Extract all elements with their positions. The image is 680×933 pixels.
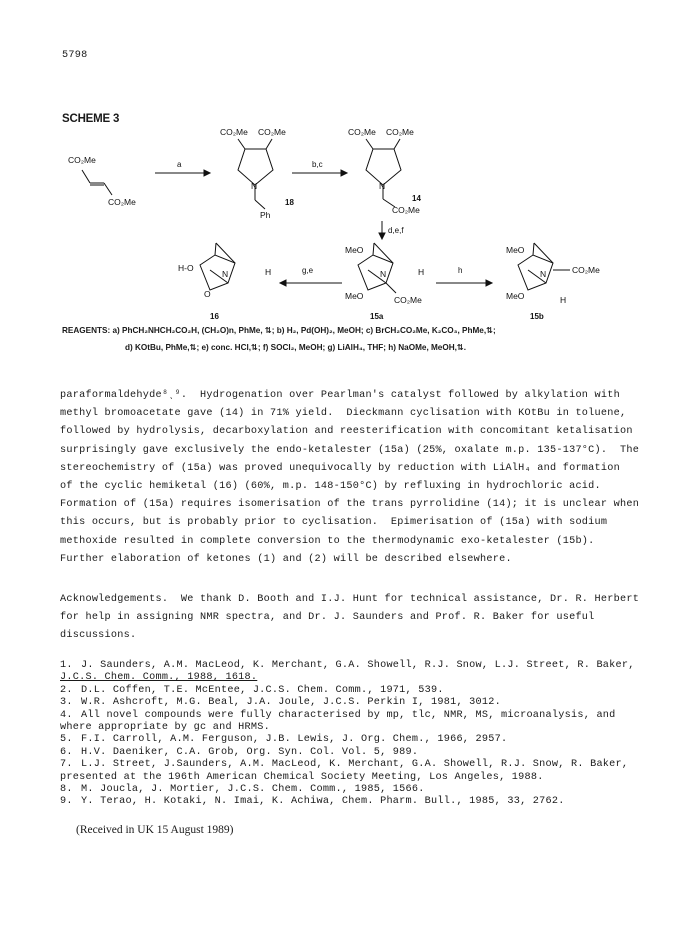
body-line: Formation of (15a) requires isomerisation of the trans pyrrolidine (14); it is unclear when	[60, 499, 640, 511]
reference-number: 1.	[60, 660, 73, 671]
label-h-15b: H	[560, 295, 567, 305]
reference-item	[60, 747, 640, 759]
reference-text: M. Joucla, J. Mortier, J.C.S. Chem. Comm., 1985, 1566.	[81, 784, 425, 796]
reference-text: F.I. Carroll, A.M. Ferguson, J.B. Lewis, J. Org. Chem., 1966, 2957.	[81, 734, 508, 746]
reference-text: Y. Terao, H. Kotaki, N. Imai, K. Achiwa, Chem. Pharm. Bull., 1985, 33, 2762.	[81, 796, 565, 808]
reference-text: H.V. Daeniker, C.A. Grob, Org. Syn. Col. Vol. 5, 989.	[81, 746, 419, 758]
ack-line: for help in assigning NMR spectra, and Dr. J. Saunders and Prof. R. Baker for useful	[60, 612, 595, 624]
label-n-15b: N	[540, 269, 547, 279]
label-n-15a: N	[380, 269, 387, 279]
reference-number: 5.	[60, 734, 73, 746]
compound-15a: 15a	[370, 312, 384, 321]
reference-item	[60, 660, 640, 672]
label-meo-1: MeO	[345, 245, 364, 255]
reference-number: 6.	[60, 746, 73, 758]
reference-continuation: presented at the 196th American Chemical Society Meeting, Los Angeles, 1988.	[60, 771, 544, 783]
reference-item	[60, 685, 640, 697]
label-co2me-8: CO₂Me	[394, 295, 422, 305]
label-co2me-5: CO₂Me	[348, 127, 376, 137]
reference-number: 9.	[60, 796, 73, 808]
reference-continuation: J.C.S. Chem. Comm., 1988, 1618.	[60, 672, 258, 684]
compound-15b: 15b	[530, 312, 544, 321]
reference-number: 7.	[60, 759, 73, 771]
body-paragraph	[60, 387, 640, 569]
body-line: Further elaboration of ketones (1) and (2) will be described elsewhere.	[60, 553, 512, 565]
reference-text: D.L. Coffen, T.E. McEntee, J.C.S. Chem. Comm., 1971, 539.	[81, 684, 444, 696]
body-line: methoxide resulted in complete conversion to the thermodynamic exo-ketalester (15b).	[60, 535, 595, 547]
label-ho: H-O	[178, 263, 194, 273]
label-a: a	[177, 160, 182, 169]
body-line: paraformaldehyde⁸ˎ⁹. Hydrogenation over Pearlman's catalyst followed by alkylation with	[60, 390, 620, 401]
compound-16: 16	[210, 312, 219, 321]
label-n-14: N	[379, 181, 386, 191]
label-ge: g,e	[302, 266, 314, 275]
label-def: d,e,f	[388, 226, 404, 235]
label-o-16: O	[204, 289, 211, 299]
label-co2me-2: CO₂Me	[108, 197, 136, 207]
reagents-caption	[62, 322, 622, 356]
scheme-title: SCHEME 3	[62, 113, 120, 125]
label-ph: Ph	[260, 210, 271, 220]
body-line: surprisingly gave exclusively the endo-ketalester (15a) (25%, oxalate m.p. 135-137°C). The	[60, 444, 640, 456]
reference-item	[60, 697, 640, 709]
body-line: stereochemistry of (15a) was proved unequivocally by reduction with LiAlH₄ and formation	[60, 462, 620, 474]
label-bc: b,c	[312, 160, 323, 169]
label-n-16: N	[222, 269, 229, 279]
label-meo-2: MeO	[345, 291, 364, 301]
reference-text: J. Saunders, A.M. MacLeod, K. Merchant, G.A. Showell, R.J. Snow, L.J. Street, R. Baker,	[81, 660, 635, 671]
reference-item	[60, 710, 640, 722]
reference-item	[60, 784, 640, 796]
reference-item	[60, 796, 640, 808]
reference-continuation: where appropriate by gc and HRMS.	[60, 722, 270, 734]
reference-number: 8.	[60, 784, 73, 796]
label-h-arrow: h	[458, 266, 463, 275]
ack-line: Acknowledgements. We thank D. Booth and I.J. Hunt for technical assistance, Dr. R. Herbert	[60, 594, 640, 605]
reference-number: 3.	[60, 697, 73, 709]
compound-18: 18	[285, 198, 294, 207]
reference-text: All novel compounds were fully characterised by mp, tlc, NMR, MS, microanalysis, and	[81, 709, 616, 721]
label-co2me-7: CO₂Me	[392, 205, 420, 215]
label-h-16: H	[265, 267, 272, 277]
label-meo-4: MeO	[506, 291, 525, 301]
acknowledgements	[60, 591, 640, 646]
body-line: methyl bromoacetate gave (14) in 71% yield. Dieckmann cyclisation with KOtBu in toluene,	[60, 408, 627, 420]
ack-line: discussions.	[60, 630, 137, 642]
body-line: followed by hydrolysis, decarboxylation and reesterification with concomitant ketalisation	[60, 426, 633, 438]
page-number: 5798	[62, 50, 88, 61]
body-line: of the cyclic hemiketal (16) (60%, m.p. 148-150°C) by refluxing in hydrochloric acid.	[60, 481, 601, 493]
reference-number: 4.	[60, 709, 73, 721]
references-list	[60, 660, 640, 809]
label-meo-3: MeO	[506, 245, 525, 255]
reference-item	[60, 759, 640, 771]
label-co2me-1: CO₂Me	[68, 155, 96, 165]
received-date: (Received in UK 15 August 1989)	[76, 824, 234, 836]
compound-14: 14	[412, 194, 421, 203]
label-n-18: N	[251, 181, 258, 191]
reagents-line-1: REAGENTS: a) PhCH₂NHCH₂CO₂H, (CH₂O)n, PhMe, ⇅; b) H₂, Pd(OH)₂, MeOH; c) BrCH₂CO₂Me, K₂CO₃, PhMe,⇅;	[62, 326, 496, 335]
label-h-15a: H	[418, 267, 425, 277]
reference-text: W.R. Ashcroft, M.G. Beal, J.A. Joule, J.C.S. Perkin I, 1981, 3012.	[81, 697, 501, 709]
reagents-line-2: d) KOtBu, PhMe,⇅; e) conc. HCl,⇅; f) SOCl₂, MeOH; g) LiAlH₄, THF; h) NaOMe, MeOH,⇅.	[125, 343, 467, 352]
reference-number: 2.	[60, 684, 73, 696]
body-line: this occurs, but is probably prior to cyclisation. Epimerisation of (15a) with sodium	[60, 517, 608, 529]
label-co2me-4: CO₂Me	[258, 127, 286, 137]
label-co2me-3: CO₂Me	[220, 127, 248, 137]
label-co2me-9: CO₂Me	[572, 265, 600, 275]
label-co2me-6: CO₂Me	[386, 127, 414, 137]
reference-text: L.J. Street, J.Saunders, A.M. MacLeod, K. Merchant, G.A. Showell, R.J. Snow, R. Baker,	[81, 759, 629, 771]
reference-item	[60, 734, 640, 746]
